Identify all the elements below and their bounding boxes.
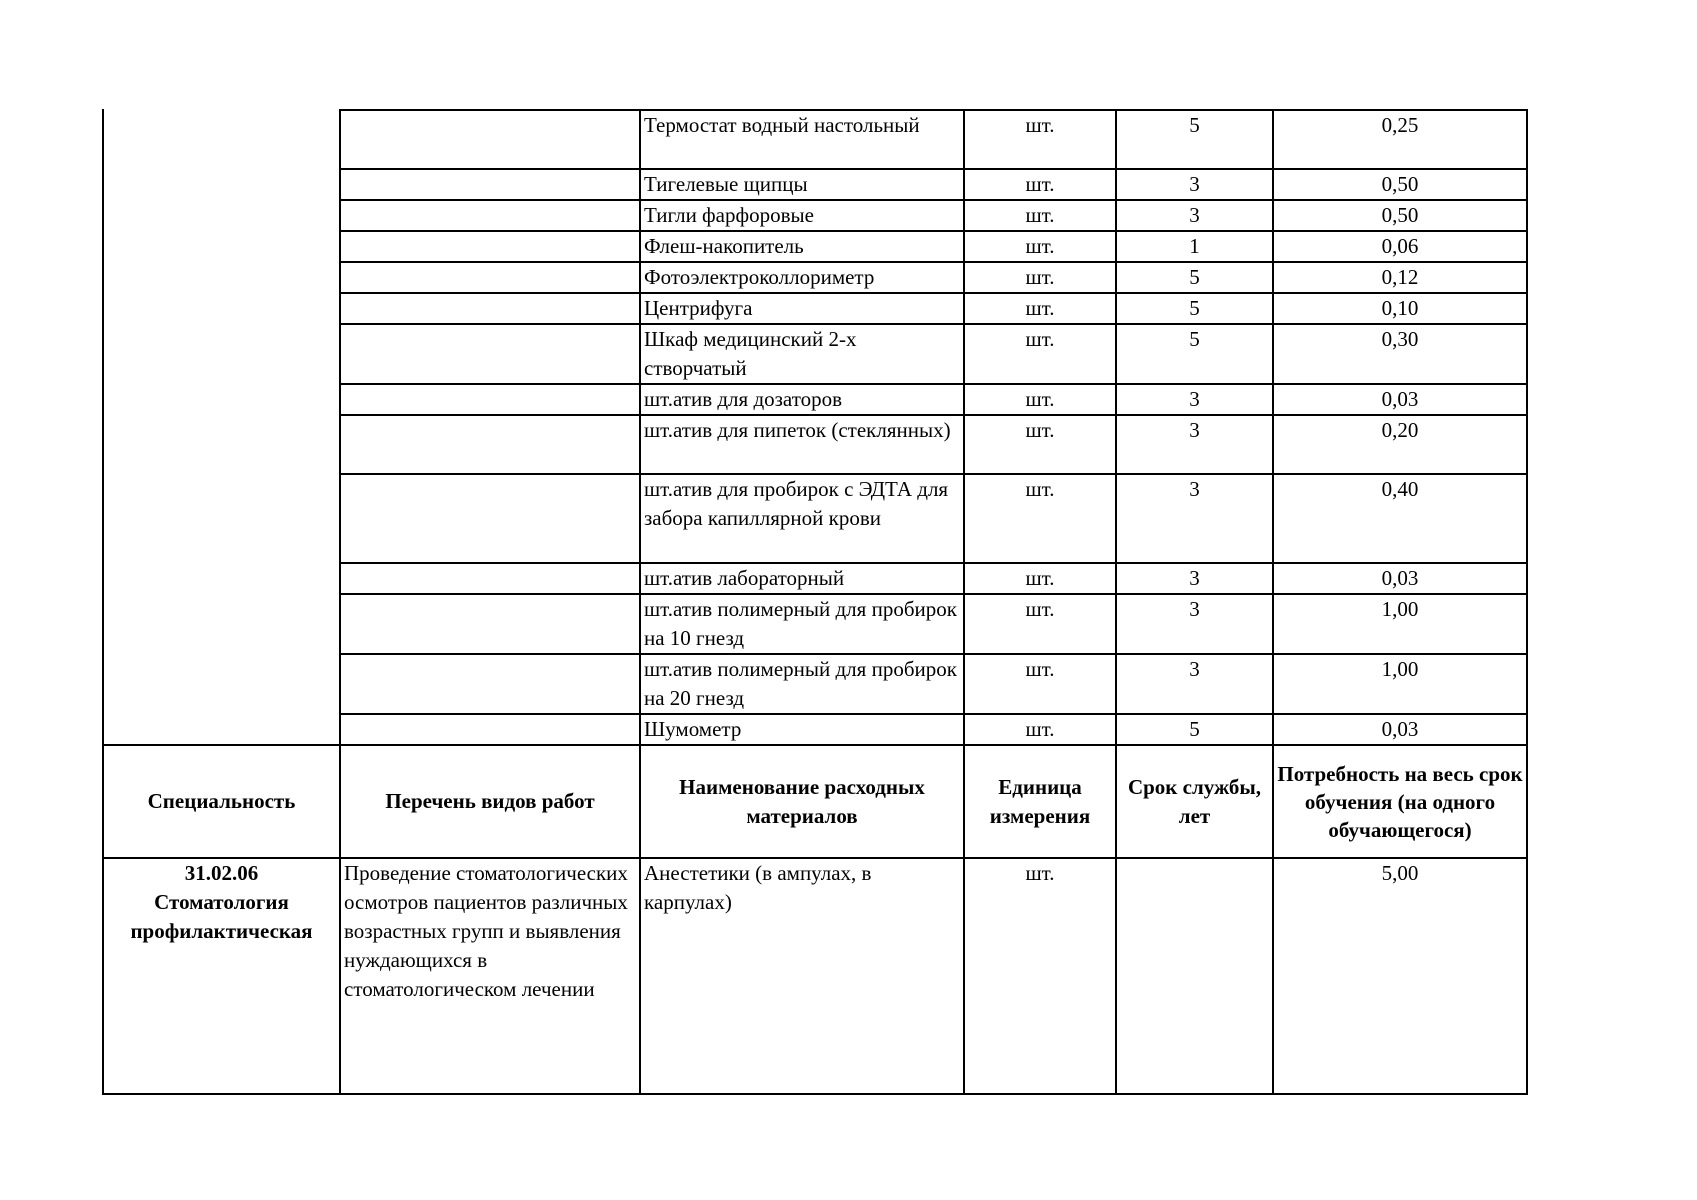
equipment-unit: шт. [964,654,1116,714]
specialty-cell-empty [103,384,340,415]
equipment-need: 0,03 [1273,563,1527,594]
equipment-unit: шт. [964,293,1116,324]
table-row [103,324,1527,384]
equipment-unit: шт. [964,563,1116,594]
equipment-rows [103,110,1527,745]
equipment-term: 1 [1116,231,1273,262]
equipment-unit: шт. [964,594,1116,654]
equipment-name: шт.атив для дозаторов [640,384,964,415]
equipment-name: шт.атив для пипеток (стеклянных) [640,415,964,474]
equipment-table [102,109,1528,1095]
table-row [103,110,1527,169]
equipment-name: шт.атив для пробирок с ЭДТА для забора капиллярной крови [640,474,964,563]
header-specialty: Специальность [103,745,340,858]
header-materials: Наименование расходных материалов [640,745,964,858]
equipment-need: 0,50 [1273,169,1527,200]
equipment-need: 0,50 [1273,200,1527,231]
equipment-name: Шумометр [640,714,964,745]
equipment-need: 0,25 [1273,110,1527,169]
specialty-cell [103,858,340,1094]
table-row [103,594,1527,654]
equipment-need: 0,20 [1273,415,1527,474]
table-row [103,415,1527,474]
equipment-term: 3 [1116,384,1273,415]
equipment-term: 3 [1116,169,1273,200]
table-row [103,654,1527,714]
material-name: Анестетики (в ампулах, в карпулах) [640,858,964,1094]
specialty-cell-empty [103,415,340,474]
header-need: Потребность на весь срок обучения (на одного обучающегося) [1273,745,1527,858]
works-cell: Проведение стоматологических осмотров пациентов различных возрастных групп и выявления нуждающихся в стоматологическом лечении [340,858,640,1094]
equipment-name: Фотоэлектроколлориметр [640,262,964,293]
equipment-need: 1,00 [1273,654,1527,714]
works-cell-empty [340,415,640,474]
equipment-term: 5 [1116,714,1273,745]
table-row [103,474,1527,563]
equipment-term: 3 [1116,594,1273,654]
equipment-need: 0,30 [1273,324,1527,384]
works-cell-empty [340,169,640,200]
equipment-term: 3 [1116,563,1273,594]
equipment-unit: шт. [964,169,1116,200]
equipment-name: Тигли фарфоровые [640,200,964,231]
equipment-unit: шт. [964,384,1116,415]
header-unit: Единица измерения [964,745,1116,858]
specialty-cell-empty [103,654,340,714]
equipment-need: 0,06 [1273,231,1527,262]
specialty-cell-empty [103,594,340,654]
equipment-name: Шкаф медицинский 2-х створчатый [640,324,964,384]
specialty-cell-empty [103,200,340,231]
equipment-need: 0,03 [1273,384,1527,415]
equipment-name: Флеш-накопитель [640,231,964,262]
works-cell-empty [340,563,640,594]
table-row [103,262,1527,293]
specialty-cell-empty [103,231,340,262]
table-row [103,714,1527,745]
header-term: Срок службы, лет [1116,745,1273,858]
equipment-unit: шт. [964,415,1116,474]
works-cell-empty [340,324,640,384]
equipment-term: 5 [1116,293,1273,324]
equipment-name: шт.атив полимерный для пробирок на 20 гнезд [640,654,964,714]
table-row [103,858,1527,1094]
equipment-term: 5 [1116,110,1273,169]
equipment-unit: шт. [964,231,1116,262]
works-cell-empty [340,262,640,293]
specialty-code: 31.02.06 [184,861,259,885]
specialty-cell-empty [103,474,340,563]
equipment-name: Центрифуга [640,293,964,324]
equipment-name: шт.атив лабораторный [640,563,964,594]
equipment-term: 5 [1116,324,1273,384]
specialty-cell-empty [103,714,340,745]
specialty-cell-empty [103,169,340,200]
specialty-cell-empty [103,293,340,324]
specialty-cell-empty [103,563,340,594]
specialty-cell-empty [103,262,340,293]
table-row [103,384,1527,415]
equipment-term: 3 [1116,415,1273,474]
works-cell-empty [340,594,640,654]
equipment-unit: шт. [964,200,1116,231]
equipment-name: Тигелевые щипцы [640,169,964,200]
works-cell-empty [340,474,640,563]
equipment-unit: шт. [964,714,1116,745]
equipment-name: шт.атив полимерный для пробирок на 10 гнезд [640,594,964,654]
header-works: Перечень видов работ [340,745,640,858]
works-cell-empty [340,110,640,169]
table-header-row [103,745,1527,858]
equipment-unit: шт. [964,324,1116,384]
works-cell-empty [340,231,640,262]
equipment-unit: шт. [964,262,1116,293]
specialty-cell-empty [103,324,340,384]
table-row [103,231,1527,262]
equipment-term: 3 [1116,200,1273,231]
equipment-term: 3 [1116,474,1273,563]
works-cell-empty [340,200,640,231]
equipment-need: 1,00 [1273,594,1527,654]
works-cell-empty [340,654,640,714]
works-cell-empty [340,384,640,415]
material-term [1116,858,1273,1094]
equipment-need: 0,10 [1273,293,1527,324]
works-cell-empty [340,293,640,324]
equipment-name: Термостат водный настольный [640,110,964,169]
equipment-unit: шт. [964,474,1116,563]
equipment-need: 0,40 [1273,474,1527,563]
material-need: 5,00 [1273,858,1527,1094]
equipment-need: 0,03 [1273,714,1527,745]
equipment-unit: шт. [964,110,1116,169]
table-row [103,563,1527,594]
works-cell-empty [340,714,640,745]
equipment-term: 3 [1116,654,1273,714]
specialty-name: Стоматология профилактическая [130,890,313,943]
material-unit: шт. [964,858,1116,1094]
table-row [103,293,1527,324]
equipment-term: 5 [1116,262,1273,293]
table-row [103,169,1527,200]
specialty-cell-empty [103,110,340,169]
equipment-need: 0,12 [1273,262,1527,293]
table-row [103,200,1527,231]
